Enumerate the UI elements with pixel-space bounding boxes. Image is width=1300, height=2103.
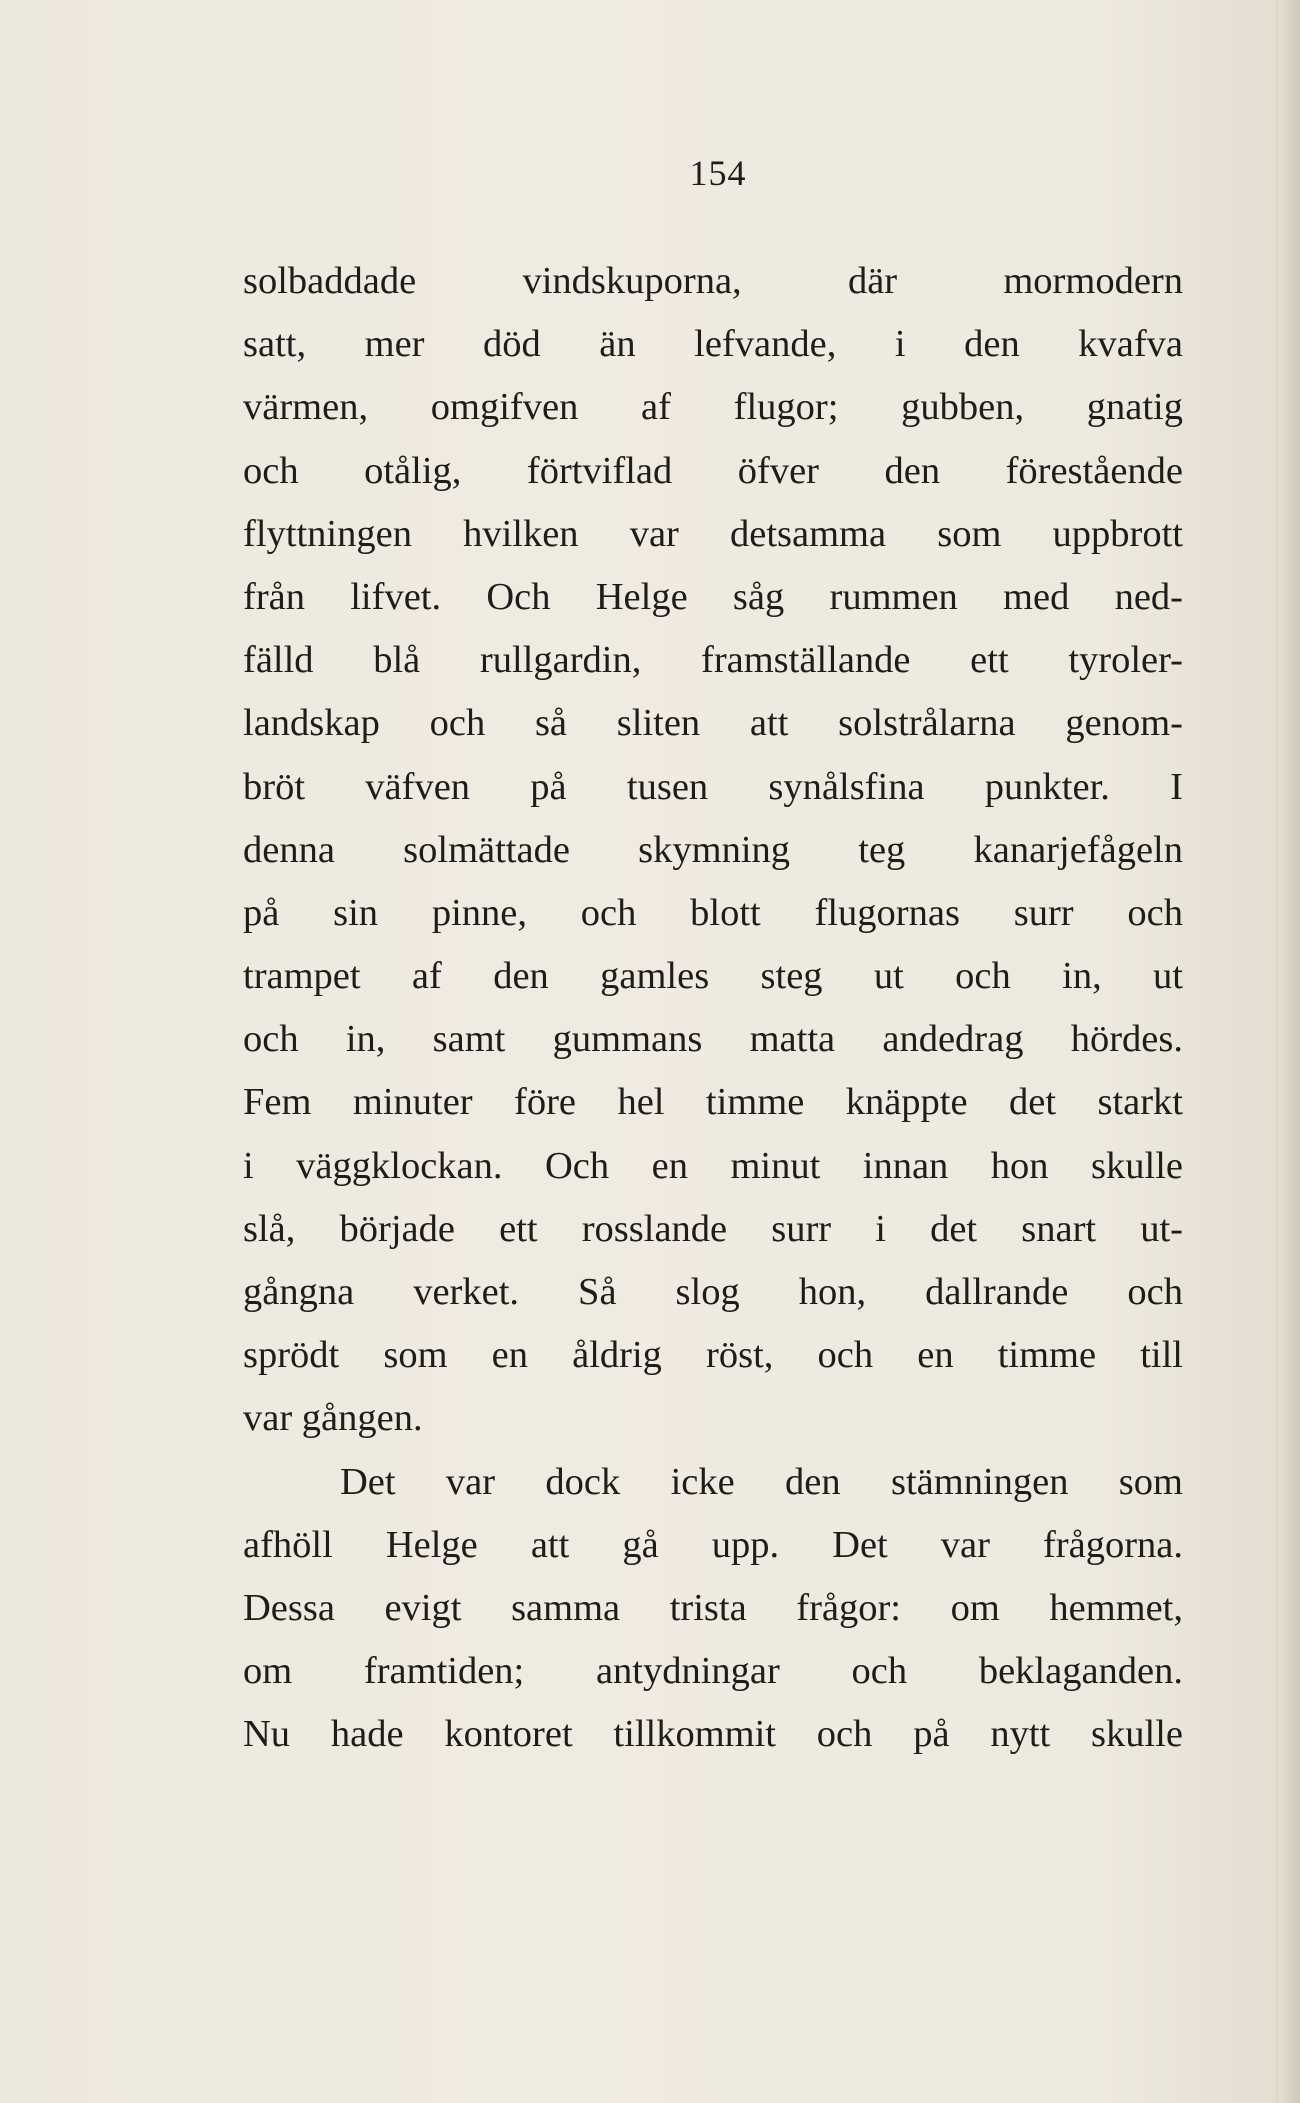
text-line: slå, började ett rosslande surr i det snart ut-	[243, 1207, 1183, 1250]
paragraph-end-line: var gången.	[243, 1397, 423, 1440]
text-line: landskap och så sliten att solstrålarna genom-	[243, 702, 1183, 745]
text-line: fälld blå rullgardin, framställande ett tyroler-	[243, 639, 1183, 682]
text-line: trampet af den gamles steg ut och in, ut	[243, 955, 1183, 998]
text-line: och in, samt gummans matta andedrag hördes.	[243, 1018, 1183, 1061]
body-text	[243, 250, 1183, 1767]
page-edge	[1277, 0, 1300, 2103]
text-line: Nu hade kontoret tillkommit och på nytt skulle	[243, 1713, 1183, 1756]
paragraph-start-line: Det var dock icke den stämningen som	[340, 1460, 1183, 1503]
text-line: och otålig, förtviflad öfver den förestående	[243, 449, 1183, 492]
text-line: Dessa evigt samma trista frågor: om hemmet,	[243, 1586, 1183, 1629]
text-line: på sin pinne, och blott flugornas surr och	[243, 891, 1183, 934]
page-number: 154	[689, 153, 747, 193]
text-line: i väggklockan. Och en minut innan hon skulle	[243, 1144, 1183, 1187]
text-line: sprödt som en åldrig röst, och en timme till	[243, 1334, 1183, 1377]
text-line: värmen, omgifven af flugor; gubben, gnatig	[243, 386, 1183, 429]
text-line: bröt väfven på tusen synålsfina punkter. I	[243, 765, 1183, 808]
text-line: afhöll Helge att gå upp. Det var frågorna.	[243, 1523, 1183, 1566]
text-line: från lifvet. Och Helge såg rummen med ned-	[243, 575, 1183, 618]
text-line: satt, mer död än lefvande, i den kvafva	[243, 323, 1183, 366]
text-line: om framtiden; antydningar och beklaganden.	[243, 1650, 1183, 1693]
text-line: solbaddade vindskuporna, där mormodern	[243, 260, 1183, 302]
text-line: denna solmättade skymning teg kanarjefågeln	[243, 828, 1183, 871]
text-line: gångna verket. Så slog hon, dallrande och	[243, 1271, 1183, 1313]
text-line: Fem minuter före hel timme knäppte det starkt	[243, 1081, 1183, 1124]
text-line: flyttningen hvilken var detsamma som uppbrott	[243, 512, 1183, 555]
